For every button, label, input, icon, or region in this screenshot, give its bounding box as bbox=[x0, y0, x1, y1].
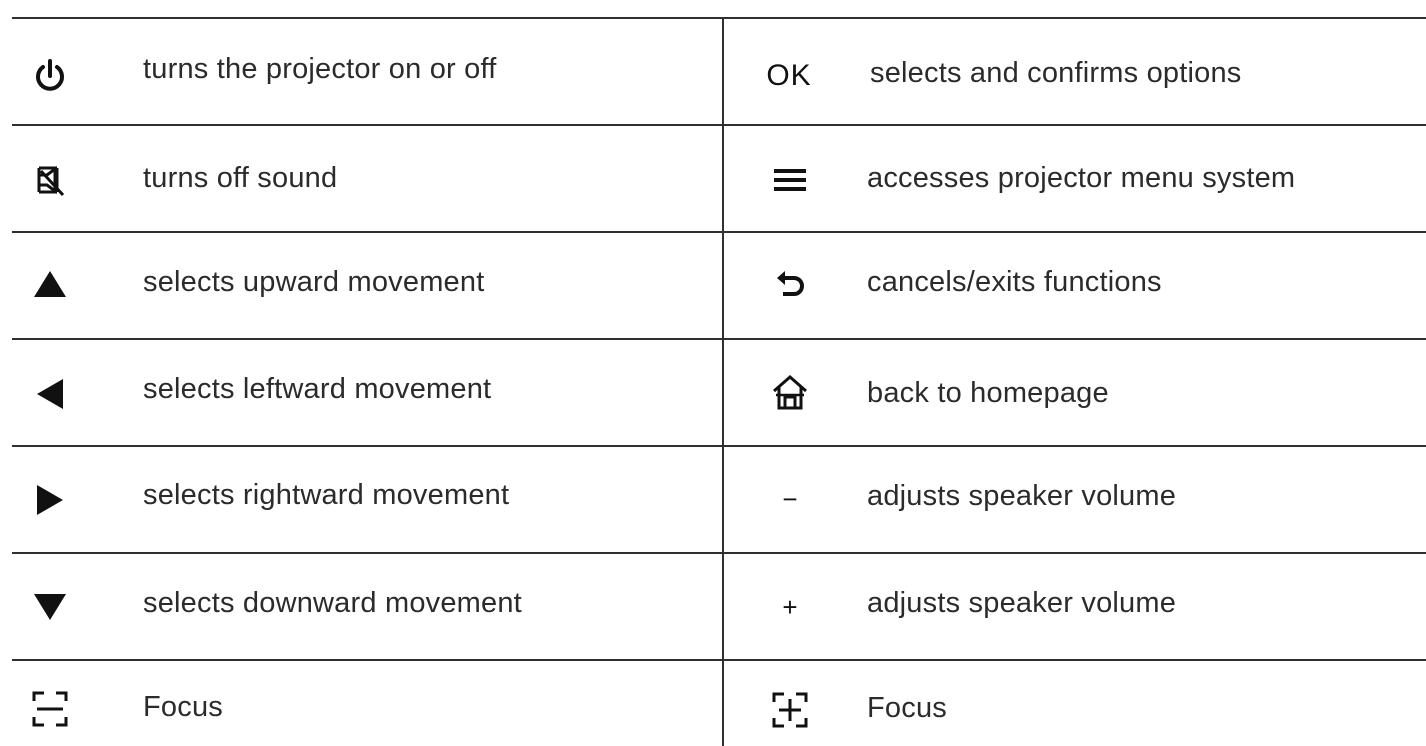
description-text: turns off sound bbox=[143, 162, 338, 194]
table-cell bbox=[12, 661, 722, 746]
description-text: accesses projector menu system bbox=[867, 162, 1296, 194]
table-row bbox=[12, 554, 1426, 661]
description-text: turns the projector on or off bbox=[143, 53, 497, 85]
description-text: adjusts speaker volume bbox=[867, 587, 1177, 619]
ok-text: OK bbox=[766, 59, 812, 92]
description-text: Focus bbox=[867, 692, 947, 724]
table-cell bbox=[12, 233, 722, 338]
table-row bbox=[12, 447, 1426, 554]
table-cell bbox=[724, 126, 1426, 231]
plus-symbol: + bbox=[782, 591, 798, 622]
table-cell bbox=[724, 233, 1426, 338]
ok-label bbox=[764, 52, 814, 100]
table-row bbox=[12, 661, 1426, 746]
down-arrow-icon bbox=[26, 583, 74, 631]
description-text: selects rightward movement bbox=[143, 479, 510, 511]
minus-symbol: − bbox=[782, 483, 798, 514]
description-text: adjusts speaker volume bbox=[867, 480, 1177, 512]
table-cell bbox=[12, 340, 722, 445]
table-cell bbox=[724, 661, 1426, 746]
back-icon bbox=[766, 260, 814, 308]
table-cell bbox=[12, 554, 722, 659]
description-text: selects upward movement bbox=[143, 266, 485, 298]
plus-icon bbox=[766, 583, 814, 631]
description-text: selects downward movement bbox=[143, 587, 522, 619]
table-cell bbox=[724, 447, 1426, 552]
table-row bbox=[12, 19, 1426, 126]
up-arrow-icon bbox=[26, 260, 74, 308]
focus-minus-icon bbox=[26, 685, 74, 733]
power-icon bbox=[26, 53, 74, 101]
description-text: Focus bbox=[143, 691, 223, 723]
table-cell bbox=[724, 19, 1426, 124]
left-arrow-icon bbox=[26, 370, 74, 418]
table-cell bbox=[12, 447, 722, 552]
description-text: cancels/exits functions bbox=[867, 266, 1162, 298]
table-cell bbox=[12, 126, 722, 231]
table-row bbox=[12, 126, 1426, 233]
minus-icon bbox=[766, 475, 814, 523]
description-text: selects and confirms options bbox=[870, 57, 1242, 89]
button-reference-table bbox=[12, 17, 1426, 746]
description-text: back to homepage bbox=[867, 377, 1109, 409]
focus-plus-icon bbox=[766, 686, 814, 734]
table-row bbox=[12, 233, 1426, 340]
table-row bbox=[12, 340, 1426, 447]
table-cell bbox=[724, 340, 1426, 445]
home-icon bbox=[766, 369, 814, 417]
table-cell bbox=[12, 19, 722, 124]
mute-icon bbox=[26, 156, 74, 204]
menu-icon bbox=[766, 156, 814, 204]
description-text: selects leftward movement bbox=[143, 373, 492, 405]
table-cell bbox=[724, 554, 1426, 659]
right-arrow-icon bbox=[26, 476, 74, 524]
